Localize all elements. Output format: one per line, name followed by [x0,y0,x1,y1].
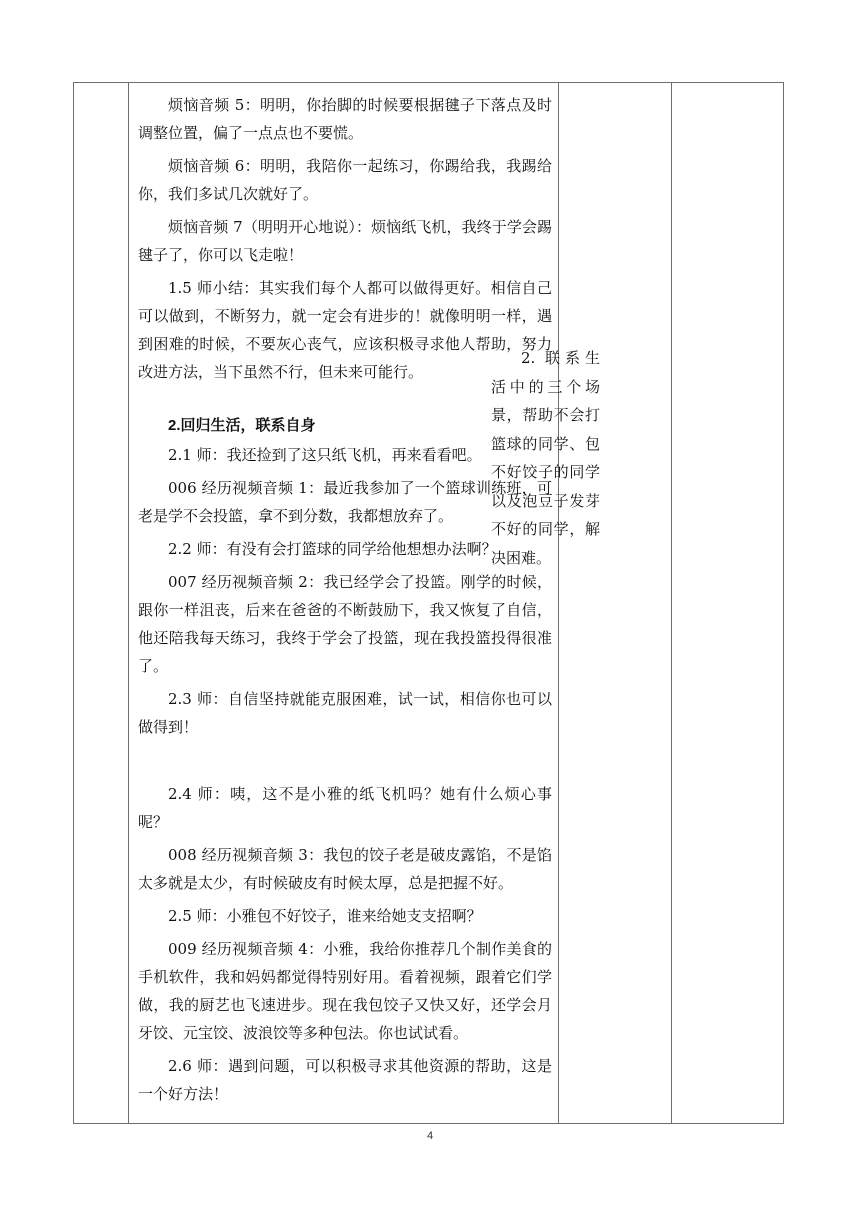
teaching-process-column [130,83,558,1123]
spacer [138,391,552,413]
column-divider-2 [558,83,559,1123]
paragraph-summary-1-5: 1.5 师小结：其实我们每个人都可以做得更好。相信自己可以做到，不断努力，就一定会有进步的！就像明明一样，遇到困难的时候，不要灰心丧气，应该积极寻求他人帮助，努力改进方法，当下虽然不行，但未来可能行。 [138,279,552,381]
paragraph-2-5: 2.5 师：小雅包不好饺子，谁来给她支支招啊？ [168,907,482,925]
spacer [138,746,552,780]
page-number: 4 [426,1130,434,1142]
section-heading-2: 2.回归生活，联系自身 [168,417,316,434]
paragraph-2-2: 2.2 师：有没有会打篮球的同学给他想想办法啊？ [168,540,497,558]
paragraph-audio-6: 烦恼音频 6：明明，我陪你一起练习，你踢给我，我踢给你，我们多试几次就好了。 [138,157,552,203]
design-intent-note: 2. 联系生活中的三个场景，帮助不会打篮球的同学、包不好饺子的同学以及泡豆子发芽不好的同学，解决困难。 [491,349,600,567]
paragraph-2-3: 2.3 师：自信坚持就能克服困难，试一试，相信你也可以做得到！ [138,690,552,736]
paragraph-audio-5: 烦恼音频 5：明明，你抬脚的时候要根据毽子下落点及时调整位置，偏了一点点也不要慌。 [138,96,552,142]
paragraph-audio-009: 009 经历视频音频 4：小雅，我给你推荐几个制作美食的手机软件，我和妈妈都觉得特别好用。看着视频，跟着它们学做，我的厨艺也飞速进步。现在我包饺子又快又好，还学会月牙饺、元宝饺、波浪饺等多种包法。你也试试看。 [138,940,552,1042]
paragraph-audio-007: 007 经历视频音频 2：我已经学会了投篮。刚学的时候，跟你一样沮丧，后来在爸爸的不断鼓励下，我又恢复了自信，他还陪我每天练习，我终于学会了投篮，现在我投篮投得很准了。 [138,573,552,675]
paragraph-2-1: 2.1 师：我还捡到了这只纸飞机，再来看看吧。 [168,446,482,464]
lesson-table [73,82,784,1124]
paragraph-audio-008: 008 经历视频音频 3：我包的饺子老是破皮露馅，不是馅太多就是太少，有时候破皮有时候太厚，总是把握不好。 [138,846,552,892]
column-divider-1 [128,83,129,1123]
paragraph-audio-7: 烦恼音频 7（明明开心地说）：烦恼纸飞机，我终于学会踢毽子了，你可以飞走啦！ [138,218,552,264]
paragraph-2-6: 2.6 师：遇到问题，可以积极寻求其他资源的帮助，这是一个好方法！ [138,1057,552,1103]
paragraph-2-4: 2.4 师：咦，这不是小雅的纸飞机吗？她有什么烦心事呢？ [138,785,552,831]
paragraph-audio-006: 006 经历视频音频 1：最近我参加了一个篮球训练班，可老是学不会投篮，拿不到分数，我都想放弃了。 [138,479,552,525]
column-divider-3 [671,83,672,1123]
